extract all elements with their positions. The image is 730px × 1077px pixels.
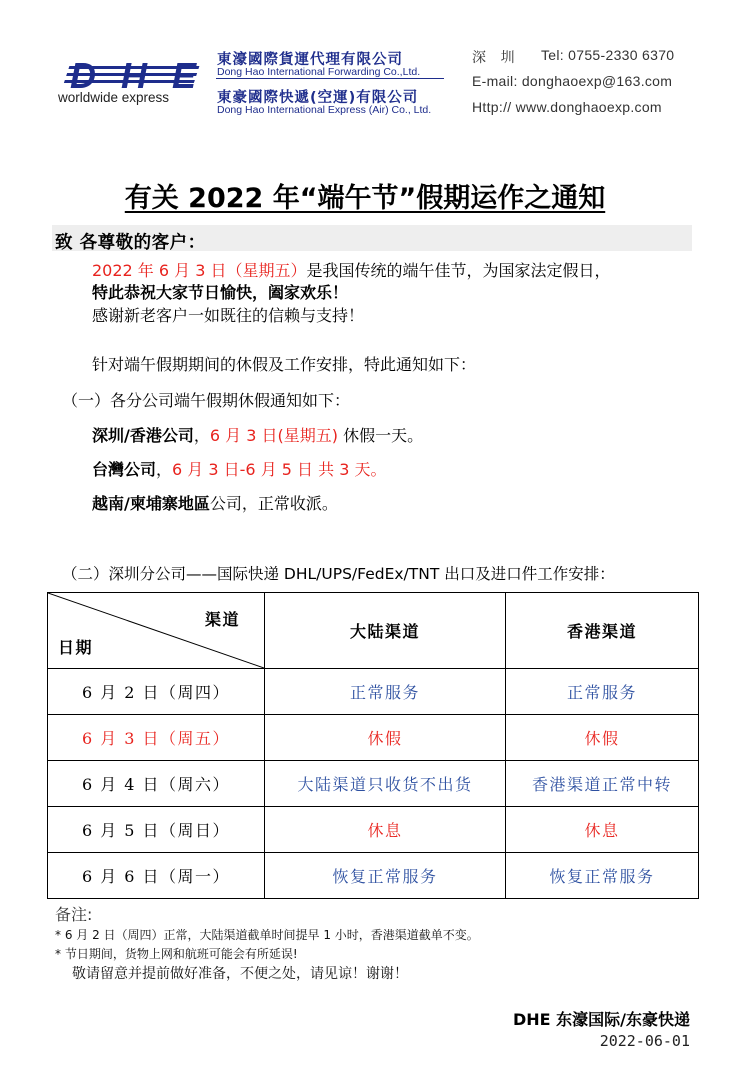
contact-city: 深 圳 [472,49,515,65]
separator: ， [156,460,173,479]
table-row [48,853,699,899]
branch-name: 深圳/香港公司 [92,426,194,445]
row-mainland-status: 休息 [265,807,506,853]
note-3: 敬请留意并提前做好准备，不便之处，请见谅！谢谢！ [72,966,408,982]
paragraph-1 [92,258,611,281]
company-name-en-2: Dong Hao International Express (Air) Co., Ltd. [217,104,432,116]
signature-date: 2022-06-01 [599,1032,690,1050]
greeting: 致 各尊敬的客户： [55,233,206,253]
row-hongkong-status: 香港渠道正常中转 [505,761,698,807]
row-date: 6 月 5 日（周日） [48,807,265,853]
notes-heading: 备注: [55,905,93,924]
table-row [48,669,699,715]
signature-company: DHE 东濠国际/东豪快递 [512,1010,690,1029]
branch-holiday-text: 休假一天。 [337,426,424,445]
branch-name: 越南/柬埔寨地區 [92,494,210,513]
paragraph-3: 感谢新老客户一如既往的信赖与支持！ [92,306,365,325]
table-row [48,715,699,761]
company-name-cn-2: 東豪國際快遞(空運)有限公司 [217,90,419,106]
table-row [48,761,699,807]
branch-holiday-date: 6 月 3 日(星期五) [209,426,338,445]
company-name-cn-1: 東濠國際貨運代理有限公司 [217,52,403,68]
note-2: * 节日期间，货物上网和航班可能会有所延误! [55,947,298,961]
row-date: 6 月 2 日（周四） [48,669,265,715]
table-corner-cell [48,593,265,669]
notice-title: 有关 2022 年“端午节”假期运作之通知 [124,183,606,214]
table-row [48,807,699,853]
logo-letters: DHE [70,58,198,92]
row-date: 6 月 6 日（周一） [48,853,265,899]
company-name-en-1: Dong Hao International Forwarding Co.,Ltd. [217,66,421,78]
row-date: 6 月 4 日（周六） [48,761,265,807]
branch-name: 台灣公司 [92,460,157,479]
section-2-heading: （二）深圳分公司——国际快递 DHL/UPS/FedEx/TNT 出口及进口件工作安排： [62,565,615,583]
row-mainland-status: 休假 [265,715,506,761]
column-header-mainland: 大陆渠道 [265,593,506,669]
dhe-logo-icon [58,58,208,92]
column-header-hongkong: 香港渠道 [505,593,698,669]
branch-taiwan [92,457,386,480]
contact-tel: Tel: 0755-2330 6370 [541,47,675,63]
corner-label-date: 日期 [58,638,94,657]
paragraph-2: 特此恭祝大家节日愉快，阖家欢乐！ [92,283,349,302]
section-1-heading: （一）各分公司端午假期休假通知如下： [62,391,351,410]
row-mainland-status: 恢复正常服务 [265,853,506,899]
schedule-table [47,592,699,899]
branch-status-text: 公司，正常收派。 [209,494,338,513]
holiday-date: 2022 年 6 月 3 日（星期五） [92,261,307,280]
corner-label-channel: 渠道 [204,610,240,629]
table-header-row [48,593,699,669]
branch-holiday-date: 6 月 3 日-6 月 5 日 共 3 天。 [172,460,387,479]
separator: ， [193,426,210,445]
paragraph-4: 针对端午假期期间的休假及工作安排，特此通知如下： [92,355,477,374]
contact-email[interactable]: E-mail: donghaoexp@163.com [472,73,673,89]
row-date: 6 月 3 日（周五） [48,715,265,761]
header-divider [216,78,444,79]
branch-shenzhen-hk [92,423,423,446]
branch-vietnam-cambodia [92,491,338,514]
row-hongkong-status: 恢复正常服务 [505,853,698,899]
logo-tagline: worldwide express [58,90,170,105]
contact-website[interactable]: Http:// www.donghaoexp.com [472,99,662,115]
row-mainland-status: 正常服务 [265,669,506,715]
row-hongkong-status: 休假 [505,715,698,761]
paragraph-1-text: 是我国传统的端午佳节，为国家法定假日， [306,261,611,280]
row-hongkong-status: 休息 [505,807,698,853]
note-1: * 6 月 2 日（周四）正常，大陆渠道截单时间提早 1 小时，香港渠道截单不变。 [55,928,479,942]
row-hongkong-status: 正常服务 [505,669,698,715]
row-mainland-status: 大陆渠道只收货不出货 [265,761,506,807]
